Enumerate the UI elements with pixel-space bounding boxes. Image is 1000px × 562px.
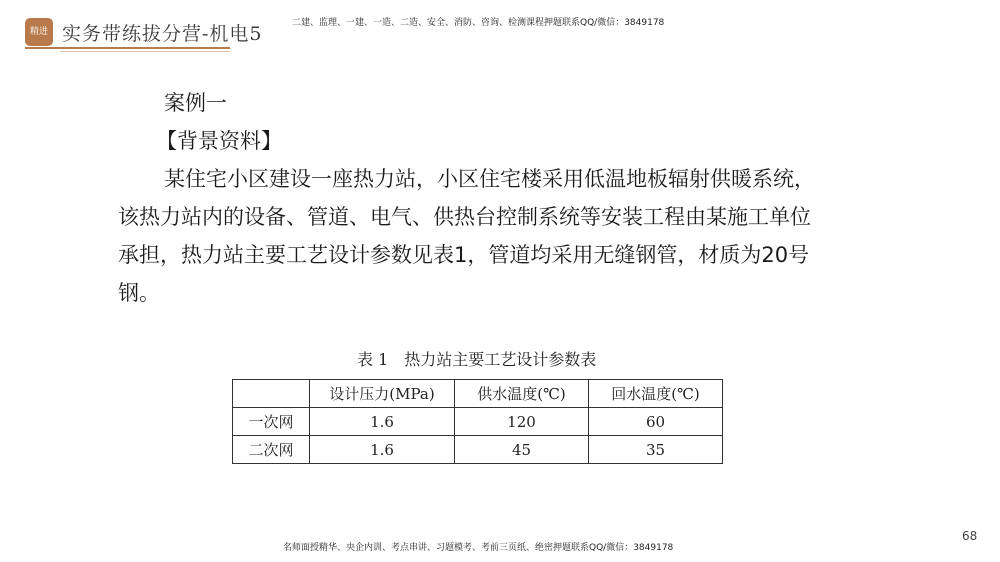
parameters-table bbox=[232, 379, 723, 464]
case-content bbox=[118, 84, 818, 312]
table-cell: 一次网 bbox=[233, 408, 310, 436]
table-header-cell: 供水温度(℃) bbox=[455, 380, 589, 408]
table-header-cell: 设计压力(MPa) bbox=[310, 380, 455, 408]
table-cell: 二次网 bbox=[233, 436, 310, 464]
page-number: 68 bbox=[962, 529, 978, 543]
table-cell: 1.6 bbox=[310, 436, 455, 464]
brand-title: 实务带练拔分营-机电5 bbox=[62, 23, 263, 45]
footer-banner: 名师面授精华、央企内训、考点串讲、习题模考、考前三页纸、绝密押题联系QQ/微信：3849178 bbox=[283, 543, 674, 553]
table-cell: 35 bbox=[589, 436, 723, 464]
table-row bbox=[233, 408, 723, 436]
table-header-row bbox=[233, 380, 723, 408]
table-caption: 表 1 热力站主要工艺设计参数表 bbox=[357, 350, 597, 369]
logo-badge: 精进 bbox=[25, 18, 53, 46]
table-cell: 60 bbox=[589, 408, 723, 436]
table-header-cell: 回水温度(℃) bbox=[589, 380, 723, 408]
table-cell: 1.6 bbox=[310, 408, 455, 436]
table-cell: 120 bbox=[455, 408, 589, 436]
case-title: 案例一 bbox=[164, 91, 227, 115]
top-banner: 二建、监理、一建、一造、二造、安全、消防、咨询、检测课程押题联系QQ/微信：3849178 bbox=[292, 18, 665, 28]
brand-underline-secondary bbox=[60, 51, 230, 52]
brand-underline bbox=[25, 47, 230, 49]
table-header-cell bbox=[233, 380, 310, 408]
section-heading: 【背景资料】 bbox=[156, 129, 282, 153]
table-cell: 45 bbox=[455, 436, 589, 464]
table-row bbox=[233, 436, 723, 464]
background-paragraph: 某住宅小区建设一座热力站，小区住宅楼采用低温地板辐射供暖系统，该热力站内的设备、管道、电气、供热台控制系统等安装工程由某施工单位承担，热力站主要工艺设计参数见表1，管道均采用无缝钢管，材质为20号钢。 bbox=[118, 167, 815, 305]
